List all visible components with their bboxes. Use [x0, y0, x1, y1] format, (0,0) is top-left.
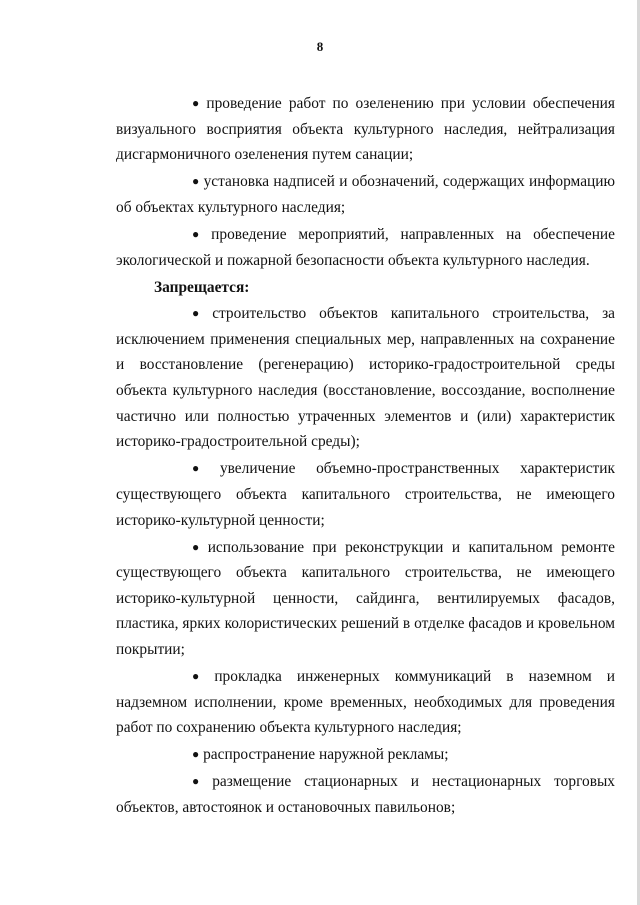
- bullet-icon: ●: [192, 747, 200, 762]
- bullet-icon: ●: [192, 96, 200, 110]
- prohibited-item-materials: [116, 535, 615, 663]
- page-number: 8: [316, 39, 324, 54]
- bullet-icon: ●: [192, 461, 200, 476]
- paragraph-text: прокладка инженерных коммуникаций в наземном и надземном исполнении, кроме временных, необходимых для проведения работ по сохранению объекта культурного наследия;: [116, 668, 615, 737]
- paragraph-greening: [116, 91, 615, 168]
- prohibited-item-construction: [116, 301, 615, 455]
- paragraph-text: размещение стационарных и нестационарных торговых объектов, автостоянок и остановочных павильонов;: [116, 773, 615, 817]
- bullet-icon: ●: [192, 774, 200, 789]
- prohibited-item-volume-increase: [116, 456, 615, 533]
- document-body: [116, 91, 615, 822]
- paragraph-text: установка надписей и обозначений, содержащих информацию об объектах культурного наследия;: [116, 173, 615, 216]
- paragraph-text: распространение наружной рекламы;: [203, 746, 449, 764]
- section-heading: Запрещается:: [154, 278, 250, 296]
- bullet-icon: ●: [192, 669, 200, 684]
- bullet-icon: ●: [192, 226, 200, 241]
- prohibited-item-trade-objects: [116, 769, 615, 820]
- prohibited-item-utilities: [116, 664, 615, 741]
- prohibited-item-advertising: [116, 742, 615, 768]
- paragraph-text: увеличение объемно-пространственных характеристик существующего объекта капитального строительства, не имеющего историко-культурной ценности;: [116, 460, 615, 529]
- paragraph-safety: [116, 222, 615, 273]
- bullet-icon: ●: [192, 174, 200, 189]
- paragraph-signage: [116, 169, 615, 220]
- paragraph-text: проведение мероприятий, направленных на обеспечение экологической и пожарной безопасности объекта культурного наследия.: [116, 225, 616, 269]
- bullet-icon: ●: [192, 306, 200, 321]
- paragraph-text: строительство объектов капитального строительства, за исключением применения специальных мер, направленных на сохранение и восстановление (регенерацию) историко-градостроительной среды объекта культурного наследия (восстановление, воссоздание, восполнение частично или полностью утраченных элементов и (или) характеристик историко-градостроительной среды);: [116, 305, 615, 451]
- paragraph-text: проведение работ по озеленению при условии обеспечения визуального восприятия объекта культурного наследия, нейтрализация дисгармоничного озеленения путем санации;: [116, 95, 615, 164]
- bullet-icon: ●: [192, 539, 200, 554]
- paragraph-text: использование при реконструкции и капитальном ремонте существующего объекта капитального строительства, не имеющего историко-культурной ценности, сайдинга, вентилируемых фасадов, пластика, ярких колористических решений в отделке фасадов и кровельном покрытии;: [116, 538, 615, 658]
